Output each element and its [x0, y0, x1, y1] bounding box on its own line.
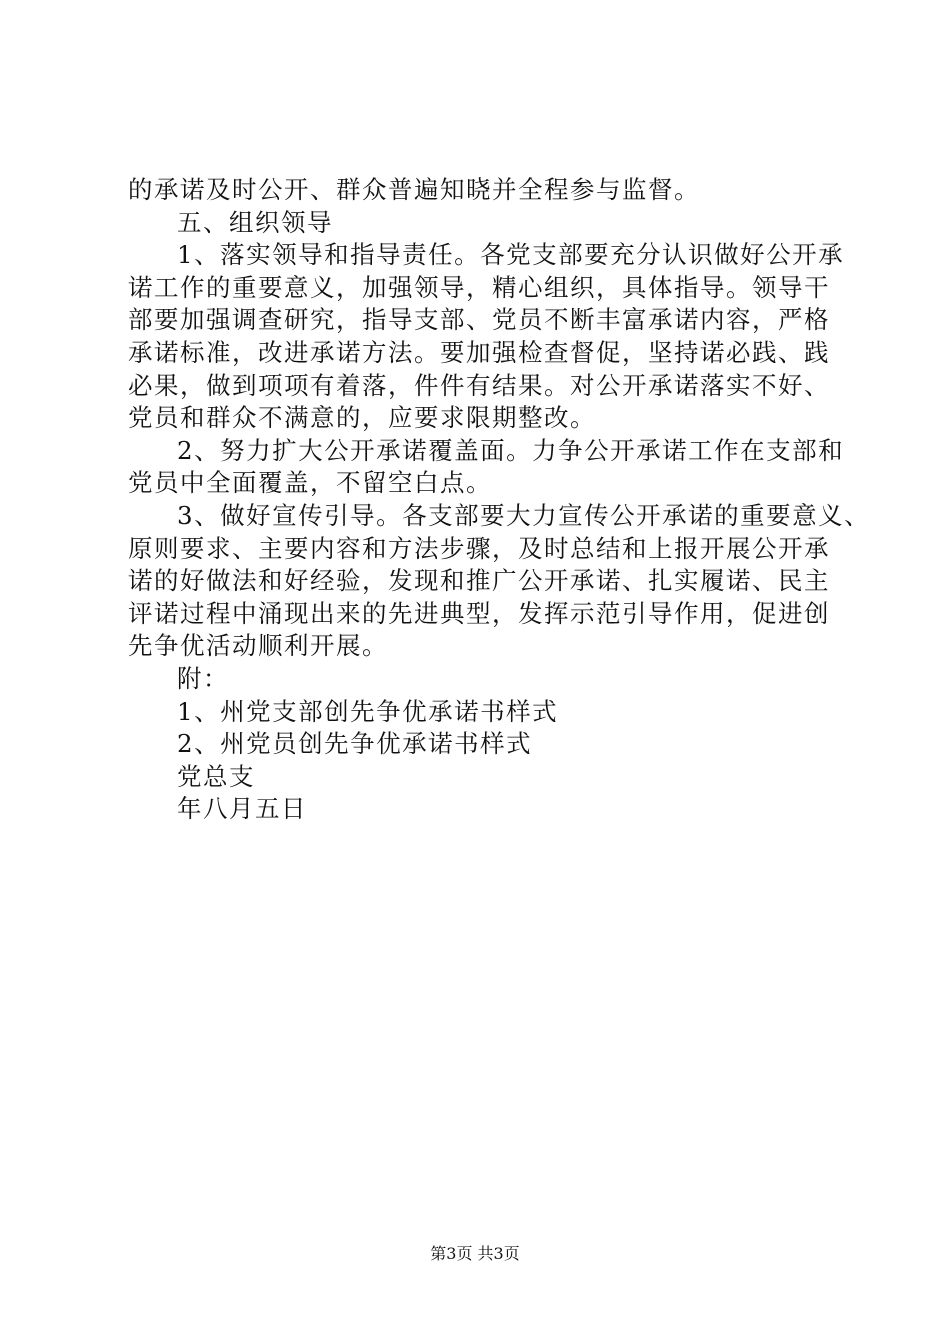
text-line: 2、努力扩大公开承诺覆盖面。力争公开承诺工作在支部和: [177, 435, 845, 465]
page-footer: 第3页 共3页: [430, 1244, 520, 1263]
attachment-item: 1、州党支部创先争优承诺书样式: [177, 696, 559, 726]
text-line: 诺的好做法和好经验，发现和推广公开承诺、扎实履诺、民主: [128, 566, 830, 596]
text-line: 承诺标准，改进承诺方法。要加强检查督促，坚持诺必践、践: [128, 337, 830, 367]
text-line: 党员中全面覆盖，不留空白点。: [128, 468, 492, 498]
signature-organization: 党总支: [177, 761, 255, 791]
text-line: 部要加强调查研究，指导支部、党员不断丰富承诺内容，严格: [128, 305, 830, 335]
signature-date: 年八月五日: [177, 794, 307, 824]
text-line: 党员和群众不满意的，应要求限期整改。: [128, 403, 596, 433]
text-line: 诺工作的重要意义，加强领导，精心组织，具体指导。领导干: [128, 272, 830, 302]
text-line: 必果，做到项项有着落，件件有结果。对公开承诺落实不好、: [128, 370, 830, 400]
section-heading: 五、组织领导: [177, 207, 333, 237]
text-line: 原则要求、主要内容和方法步骤，及时总结和上报开展公开承: [128, 533, 830, 563]
text-line: 3、做好宣传引导。各支部要大力宣传公开承诺的重要意义、: [177, 500, 871, 530]
text-line: 评诺过程中涌现出来的先进典型，发挥示范引导作用，促进创: [128, 598, 830, 628]
document-body: [128, 174, 871, 826]
text-line: 的承诺及时公开、群众普遍知晓并全程参与监督。: [128, 175, 700, 204]
text-line: 1、落实领导和指导责任。各党支部要充分认识做好公开承: [177, 240, 845, 270]
attachment-heading: 附：: [177, 663, 229, 693]
attachment-item: 2、州党员创先争优承诺书样式: [177, 729, 533, 759]
text-line: 先争优活动顺利开展。: [128, 631, 388, 661]
